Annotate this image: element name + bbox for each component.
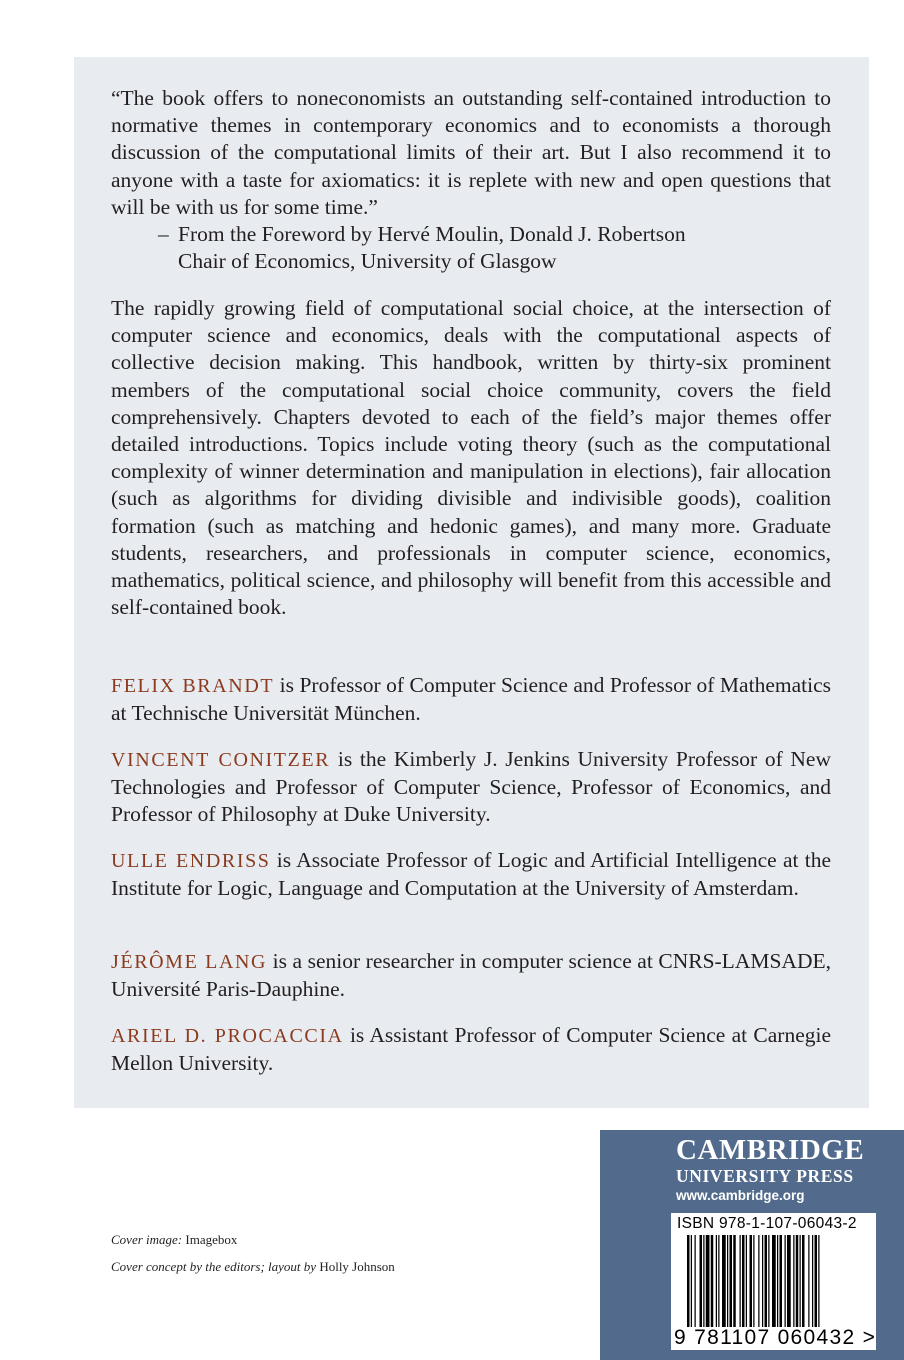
publisher-subtitle: UNIVERSITY PRESS bbox=[676, 1166, 854, 1186]
editor-bio-procaccia bbox=[111, 1022, 831, 1077]
editor-bio-lang bbox=[111, 948, 831, 1003]
editor-bio-text: is Assistant Professor of Computer Science at Carnegie Mellon University. bbox=[111, 1023, 831, 1076]
editor-name: ARIEL D. PROCACCIA bbox=[111, 1025, 344, 1047]
barcode-digits: 9 781107 060432 > bbox=[674, 1326, 877, 1349]
editor-bio-text: is Associate Professor of Logic and Artificial Intelligence at the Institute for Logic, Language and Computation at the University of Amsterdam. bbox=[111, 848, 831, 901]
publisher-block bbox=[600, 1130, 904, 1360]
credit-value: Imagebox bbox=[182, 1232, 238, 1247]
attribution-dash: – bbox=[158, 222, 169, 246]
editor-bio-text: is a senior researcher in computer science at CNRS-LAMSADE, Université Paris-Dauphine. bbox=[111, 949, 831, 1002]
editor-bio-conitzer bbox=[111, 746, 831, 829]
attribution-line-2: Chair of Economics, University of Glasgow bbox=[178, 249, 557, 274]
editor-name: FELIX BRANDT bbox=[111, 675, 275, 697]
editor-name: ULLE ENDRISS bbox=[111, 850, 271, 872]
editor-name: JÉRÔME LANG bbox=[111, 951, 268, 973]
editor-bio-brandt bbox=[111, 672, 831, 727]
editor-bio-text: is Professor of Computer Science and Professor of Mathematics at Technische Universität München. bbox=[111, 673, 831, 726]
isbn-label: ISBN 978-1-107-06043-2 bbox=[677, 1215, 857, 1232]
quote-attribution bbox=[158, 221, 808, 275]
credit-label: Cover concept by the editors; layout by bbox=[111, 1259, 317, 1274]
barcode-box bbox=[671, 1213, 876, 1350]
publisher-name: CAMBRIDGE bbox=[676, 1134, 865, 1166]
editor-bio-endriss bbox=[111, 847, 831, 902]
book-description: The rapidly growing field of computational social choice, at the intersection of computer science and economics, deals with the computational aspects of collective decision making. This handbook, written by thirty-six prominent members of the computational social choice community, covers the field comprehensively. Chapters devoted to each of the field’s major themes offer detailed introductions. Topics include voting theory (such as the computational complexity of winner determination and manipulation in elections), fair allocation (such as algorithms for dividing divisible and indivisible goods), coalition formation (such as matching and hedonic games), and many more. Graduate students, researchers, and professionals in computer science, economics, mathematics, political science, and philosophy will benefit from this accessible and self-contained book. bbox=[111, 296, 831, 620]
credit-label: Cover image: bbox=[111, 1232, 183, 1247]
cover-image-credit bbox=[111, 1232, 237, 1248]
foreword-quote: “The book offers to noneconomists an outstanding self-contained introduction to normative themes in contemporary economics and to economists a thorough discussion of the computational limits of their art. But I also recommend it to anyone with a taste for axiomatics: it is replete with new and open questions that will be with us for some time.” bbox=[111, 86, 831, 219]
editor-name: VINCENT CONITZER bbox=[111, 749, 331, 771]
attribution-line-1: From the Foreword by Hervé Moulin, Donald J. Robertson bbox=[178, 222, 686, 246]
cover-concept-credit bbox=[111, 1259, 395, 1275]
editor-bio-text: is the Kimberly J. Jenkins University Professor of New Technologies and Professor of Computer Science, Professor of Economics, and Professor of Philosophy at Duke University. bbox=[111, 747, 831, 827]
credit-value: Holly Johnson bbox=[316, 1259, 395, 1274]
publisher-url: www.cambridge.org bbox=[676, 1188, 805, 1203]
barcode-icon bbox=[687, 1235, 871, 1327]
